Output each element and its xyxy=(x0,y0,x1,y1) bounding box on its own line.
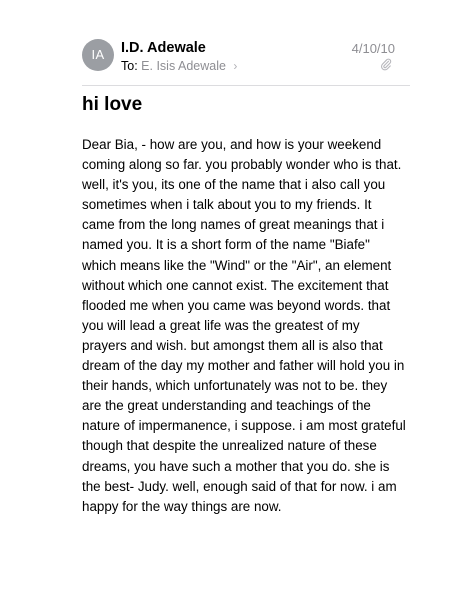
message-header xyxy=(0,0,474,86)
sender-avatar[interactable]: IA xyxy=(82,39,114,71)
header-divider xyxy=(82,85,410,86)
sender-name[interactable]: I.D. Adewale xyxy=(121,40,206,56)
chevron-right-icon[interactable]: › xyxy=(233,59,238,73)
to-label: To: xyxy=(121,59,138,73)
recipient-name[interactable]: E. Isis Adewale xyxy=(141,59,226,73)
message-body: Dear Bia, - how are you, and how is your weekend coming along so far. you probably wonder who is that. well, it's you, its one of the name that i also call you sometimes when i talk about you to my friends. It came from the long names of great meanings that i named you. It is a short form of the name "Biafe" which means like the "Wind" or the "Air", an element without which one cannot exist. The excitement that flooded me when you came was beyond words. that you will lead a great life was the greatest of my prayers and wish. but amongst them all is also that dream of the day my mother and father will hold you in their hands, which unfortunately was not to be. they are the great understanding and teachings of the nature of impermanence, i suppose. i am most grateful though that despite the unrealized nature of these dreams, you have such a mother that you do. she is the best- Judy. well, enough said of that for now. i am happy for the way things are now. xyxy=(82,137,406,514)
message-subject: hi love xyxy=(82,94,143,115)
paperclip-icon xyxy=(380,58,392,72)
message-date: 4/10/10 xyxy=(351,41,395,56)
recipient-line[interactable] xyxy=(121,59,237,73)
